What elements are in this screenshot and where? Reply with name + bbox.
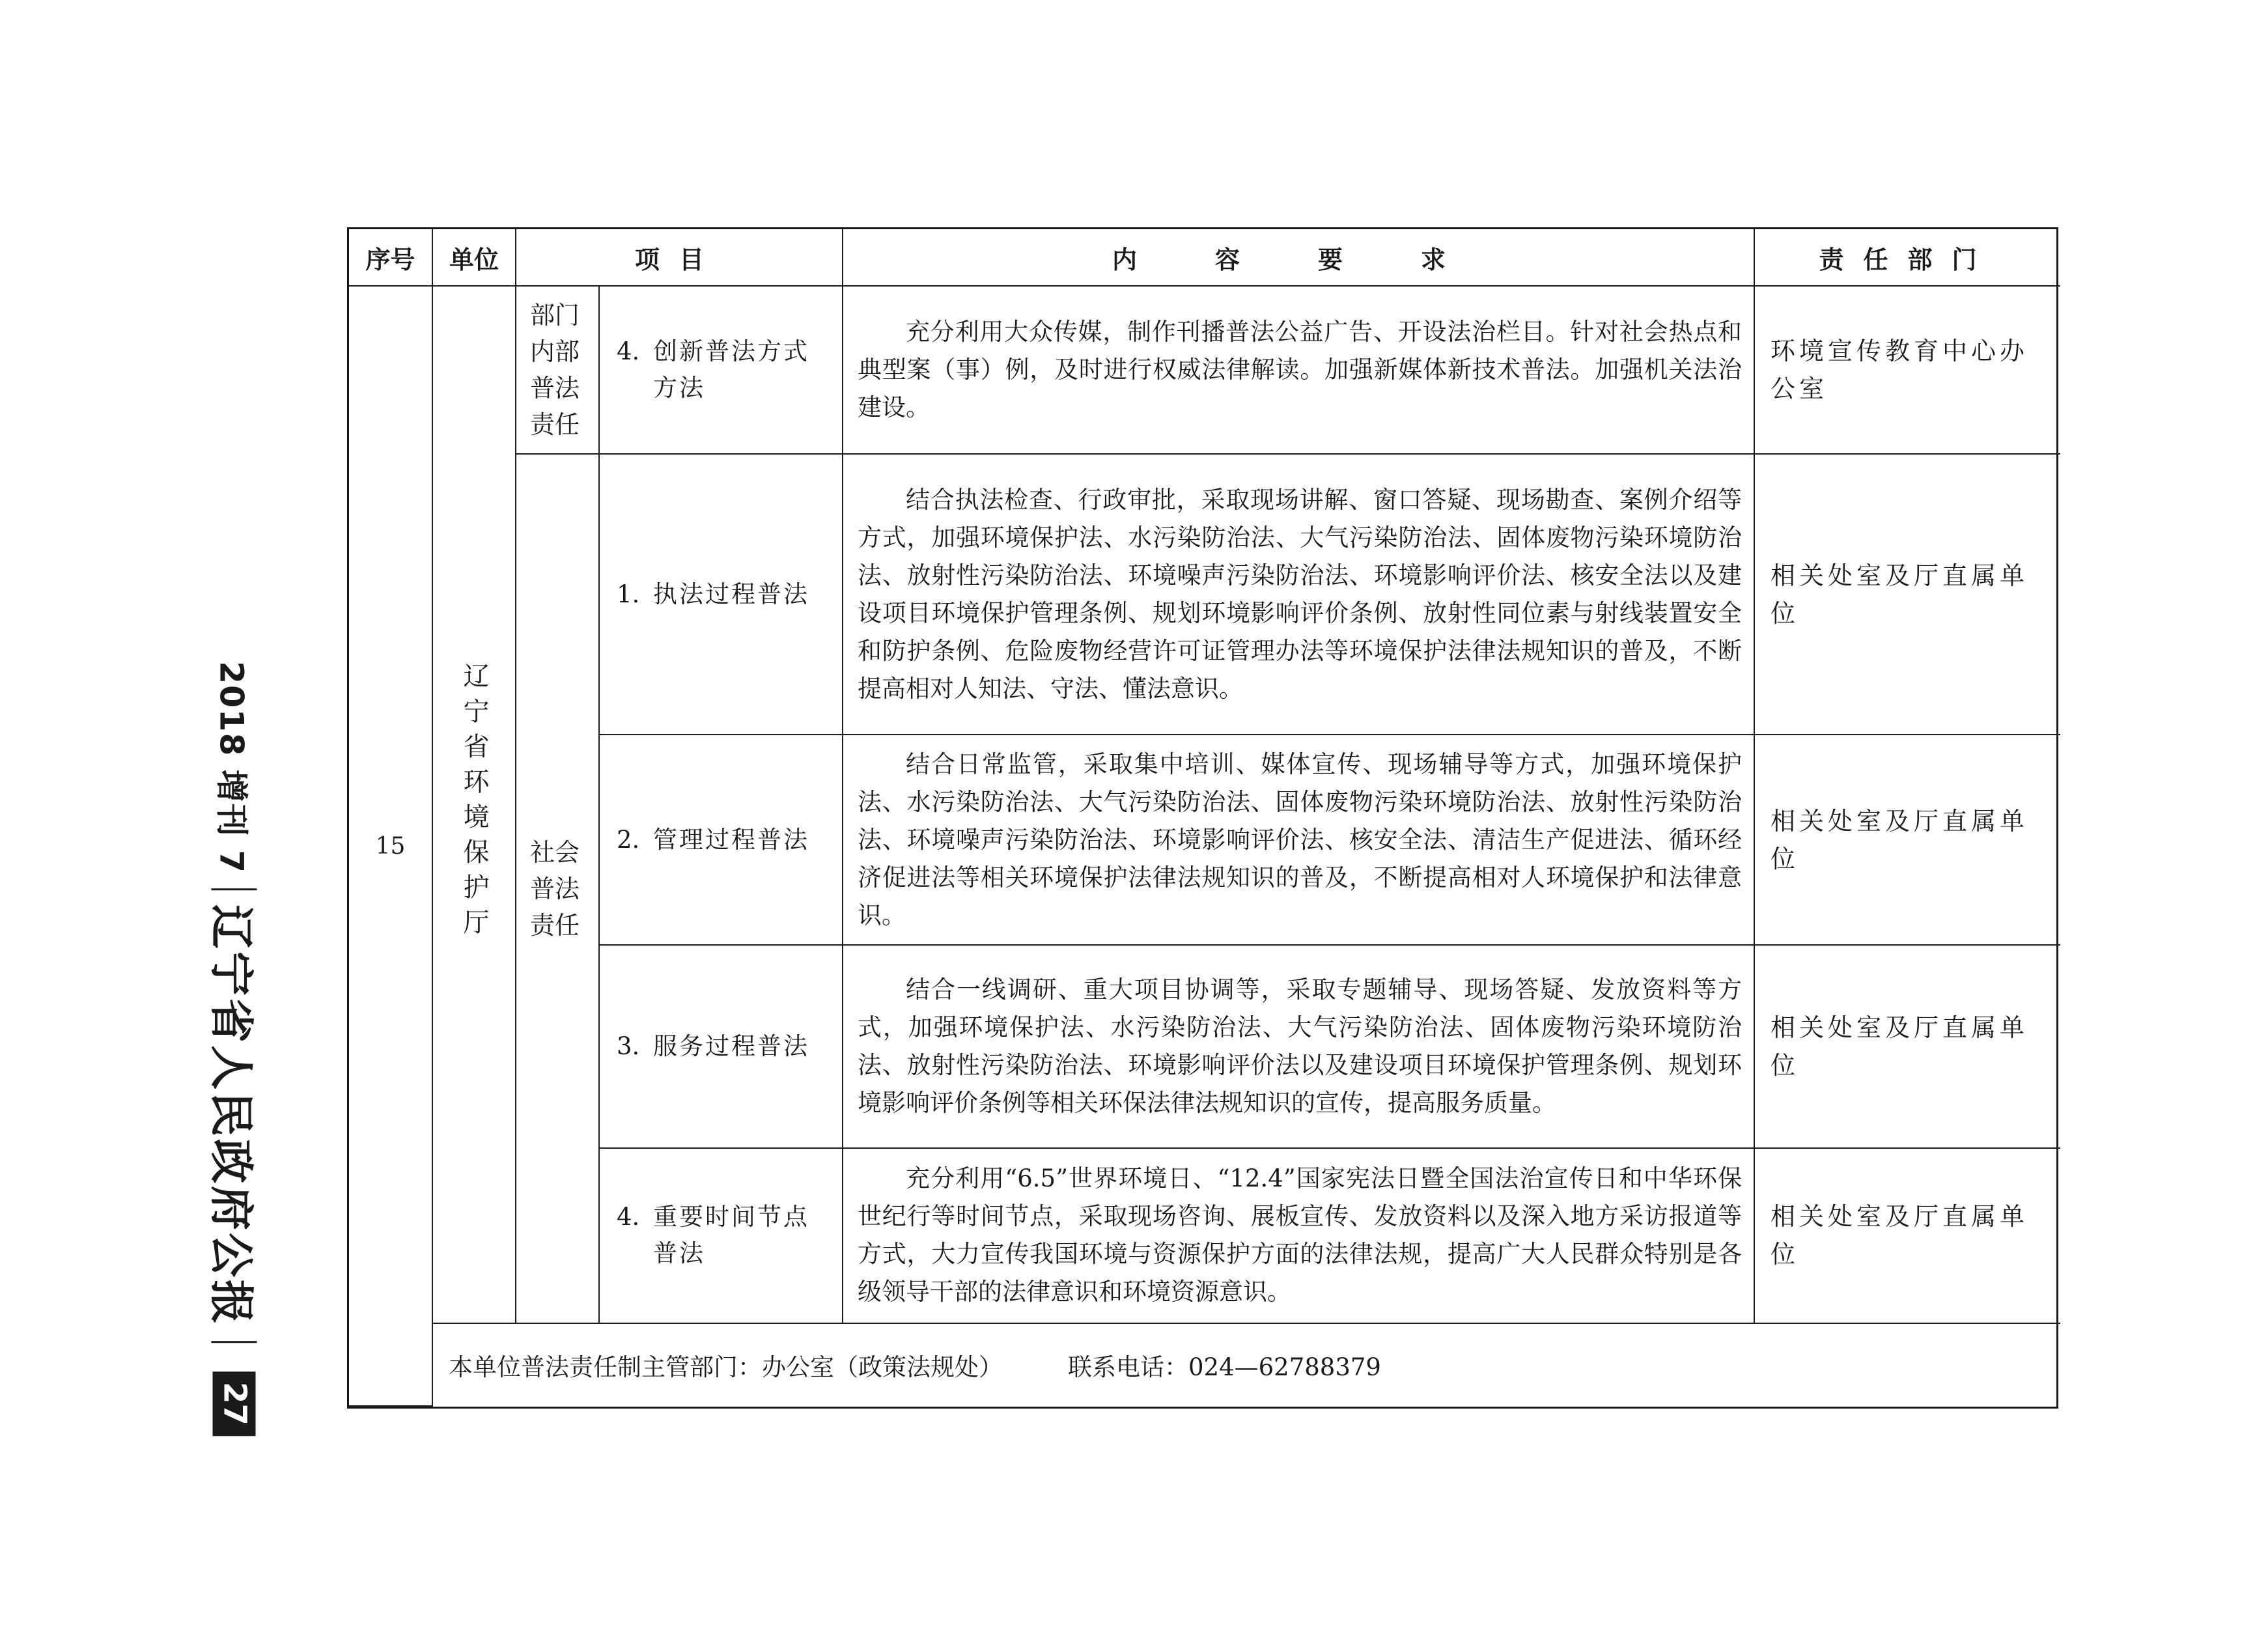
page-number: 27 — [213, 1371, 256, 1436]
item-cell — [599, 454, 843, 735]
item-number: 4. — [617, 337, 640, 366]
footer-phone: 联系电话：024—62788379 — [1068, 1353, 1381, 1381]
unit-cell — [432, 286, 516, 1323]
item-cell — [599, 735, 843, 944]
item-label: 服务过程普法 — [653, 1032, 809, 1060]
header-seq: 序号 — [349, 229, 432, 286]
dept-cell: 相关处室及厅直属单位 — [1754, 1148, 2060, 1323]
item-label: 管理过程普法 — [653, 825, 809, 854]
header-item: 项目 — [516, 229, 843, 286]
seq-cell: 15 — [349, 286, 432, 1406]
table-row — [349, 945, 2060, 1148]
dept-cell: 环境宣传教育中心办公室 — [1754, 286, 2060, 454]
footer-dept: 本单位普法责任制主管部门：办公室（政策法规处） — [449, 1353, 1003, 1381]
category-cell — [516, 286, 599, 454]
item-cell — [599, 1148, 843, 1323]
dept-cell: 相关处室及厅直属单位 — [1754, 454, 2060, 735]
category-cell — [516, 454, 599, 1323]
category-name: 部门内部普法责任 — [530, 301, 580, 440]
item-cell — [599, 945, 843, 1148]
table-footer-row — [349, 1323, 2060, 1406]
gazette-title: 辽宁省人民政府公报 — [204, 904, 257, 1327]
table-row — [349, 735, 2060, 944]
content-cell: 充分利用“6.5”世界环境日、“12.4”国家宪法日暨全国法治宣传日和中华环保世纪行等时间节点，采取现场咨询、展板宣传、发放资料以及深入地方采访报道等方式，大力宣传我国环境与资源保护方面的法律法规，提高广大人民群众特别是各级领导干部的法律意识和环境资源意识。 — [843, 1148, 1754, 1323]
header-unit: 单位 — [432, 229, 516, 286]
item-number: 2. — [617, 825, 640, 854]
item-number: 3. — [617, 1032, 640, 1060]
item-cell — [599, 286, 843, 454]
table-row — [349, 1148, 2060, 1323]
table-row — [349, 454, 2060, 735]
content-cell: 充分利用大众传媒，制作刊播普法公益广告、开设法治栏目。针对社会热点和典型案（事）例，及时进行权威法律解读。加强新媒体新技术普法。加强机关法治建设。 — [843, 286, 1754, 454]
responsibility-table — [347, 227, 2058, 1409]
content-cell: 结合执法检查、行政审批，采取现场讲解、窗口答疑、现场勘查、案例介绍等方式，加强环境保护法、水污染防治法、大气污染防治法、固体废物污染环境防治法、放射性污染防治法、环境噪声污染防治法、环境影响评价法、核安全法以及建设项目环境保护管理条例、规划环境影响评价条例、放射性同位素与射线装置安全和防护条例、危险废物经营许可证管理办法等环境保护法律法规知识的普及，不断提高相对人知法、守法、懂法意识。 — [843, 454, 1754, 735]
item-number: 1. — [617, 580, 640, 608]
header-dept: 责任部门 — [1754, 229, 2060, 286]
item-number: 4. — [617, 1203, 640, 1231]
header-content: 内容要求 — [843, 229, 1754, 286]
item-label: 创新普法方式方法 — [653, 337, 809, 402]
item-label: 重要时间节点普法 — [653, 1203, 809, 1268]
category-name: 社会普法责任 — [530, 837, 580, 940]
table-grid — [349, 229, 2060, 1407]
header-divider — [212, 888, 257, 890]
dept-cell: 相关处室及厅直属单位 — [1754, 735, 2060, 944]
unit-name: 辽宁省环境保护厅 — [459, 662, 489, 944]
footer-cell — [432, 1323, 2060, 1406]
content-cell: 结合日常监管，采取集中培训、媒体宣传、现场辅导等方式，加强环境保护法、水污染防治法、大气污染防治法、固体废物污染环境防治法、放射性污染防治法、环境噪声污染防治法、环境影响评价法、核安全法、清洁生产促进法、循环经济促进法等相关环境保护法律法规知识的普及，不断提高相对人环境保护和法律意识。 — [843, 735, 1754, 944]
table-header-row — [349, 229, 2060, 286]
running-header — [203, 661, 266, 1436]
header-divider — [212, 1341, 257, 1343]
issue-number: 2018 增刊 7 — [213, 661, 251, 874]
dept-cell: 相关处室及厅直属单位 — [1754, 945, 2060, 1148]
table-row — [349, 286, 2060, 454]
content-cell: 结合一线调研、重大项目协调等，采取专题辅导、现场答疑、发放资料等方式，加强环境保护法、水污染防治法、大气污染防治法、固体废物污染环境防治法、放射性污染防治法、环境影响评价法以及建设项目环境保护管理条例、规划环境影响评价条例等相关环保法律法规知识的宣传，提高服务质量。 — [843, 945, 1754, 1148]
item-label: 执法过程普法 — [653, 580, 809, 608]
